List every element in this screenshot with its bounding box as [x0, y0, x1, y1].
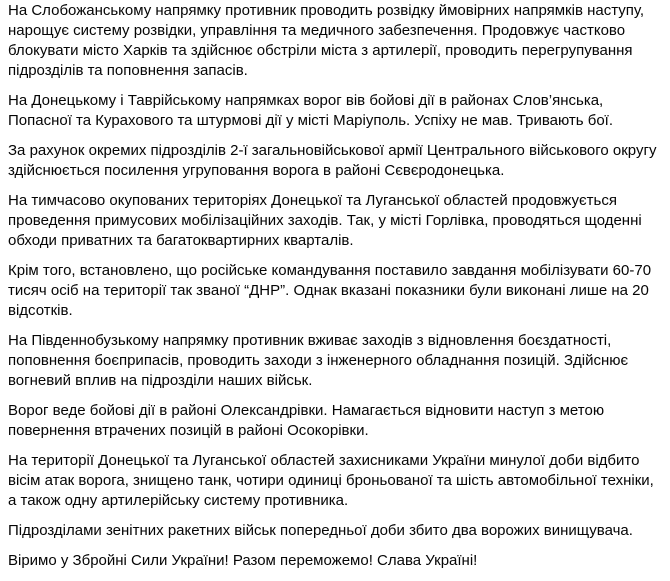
paragraph-oleksandrivka: Ворог веде бойові дії в районі Олександрівки. Намагається відновити наступ з метою повернення втрачених позицій в районі Осокорівки.	[8, 402, 605, 439]
paragraph-donetsk-tavria: На Донецькому і Таврійському напрямках ворог вів бойові дії в районах Слов’янська, Попасної та Курахового та штурмові дії у місті Маріуполь. Успіху не мав. Тривають бої.	[8, 92, 614, 129]
paragraph-slobozhanskyi: На Слобожанському напрямку противник проводить розвідку ймовірних напрямків наступу, нарощує систему розвідки, управління та медичного забезпечення. Продовжує частково блокувати місто Харків та здійснює обстріли міста з артилерії, проводить перегрупування підрозділів та поповнення запасів.	[8, 2, 645, 79]
post-text	[8, 0, 664, 581]
paragraph-mobilization-plan: Крім того, встановлено, що російське командування поставило завдання мобілізувати 60-70 тисяч осіб на території так званої “ДНР”. Однак вказані показники були виконані лише на 20 відсотків.	[8, 262, 652, 319]
paragraph-reinforcement: За рахунок окремих підрозділів 2-ї загальновійськової армії Центрального військового округу здійснюється посилення угруповання ворога в районі Сєвєродонецька.	[8, 142, 657, 179]
paragraph-attacks-repelled: На території Донецької та Луганської областей захисниками України минулої доби відбито вісім атак ворога, знищено танк, чотири одиниці броньованої та шість автомобільної техніки, а також одну артилерійську систему противника.	[8, 452, 654, 509]
paragraph-closing: Віримо у Збройні Сили України! Разом переможемо! Слава Україні!	[8, 552, 478, 569]
paragraph-pivdennobuzkyi: На Південнобузькому напрямку противник вживає заходів з відновлення боєздатності, поповнення боєприпасів, проводить заходи з інженерного обладнання позицій. Здійснює вогневий вплив на підрозділи наших військ.	[8, 332, 629, 389]
paragraph-mobilization: На тимчасово окупованих територіях Донецької та Луганської областей продовжується проведення примусових мобілізаційних заходів. Так, у місті Горлівка, проводяться щоденні обходи приватних та багатоквартирних кварталів.	[8, 192, 642, 249]
paragraph-air-defense: Підрозділами зенітних ракетних військ попередньої доби збито два ворожих винищувача.	[8, 522, 633, 539]
